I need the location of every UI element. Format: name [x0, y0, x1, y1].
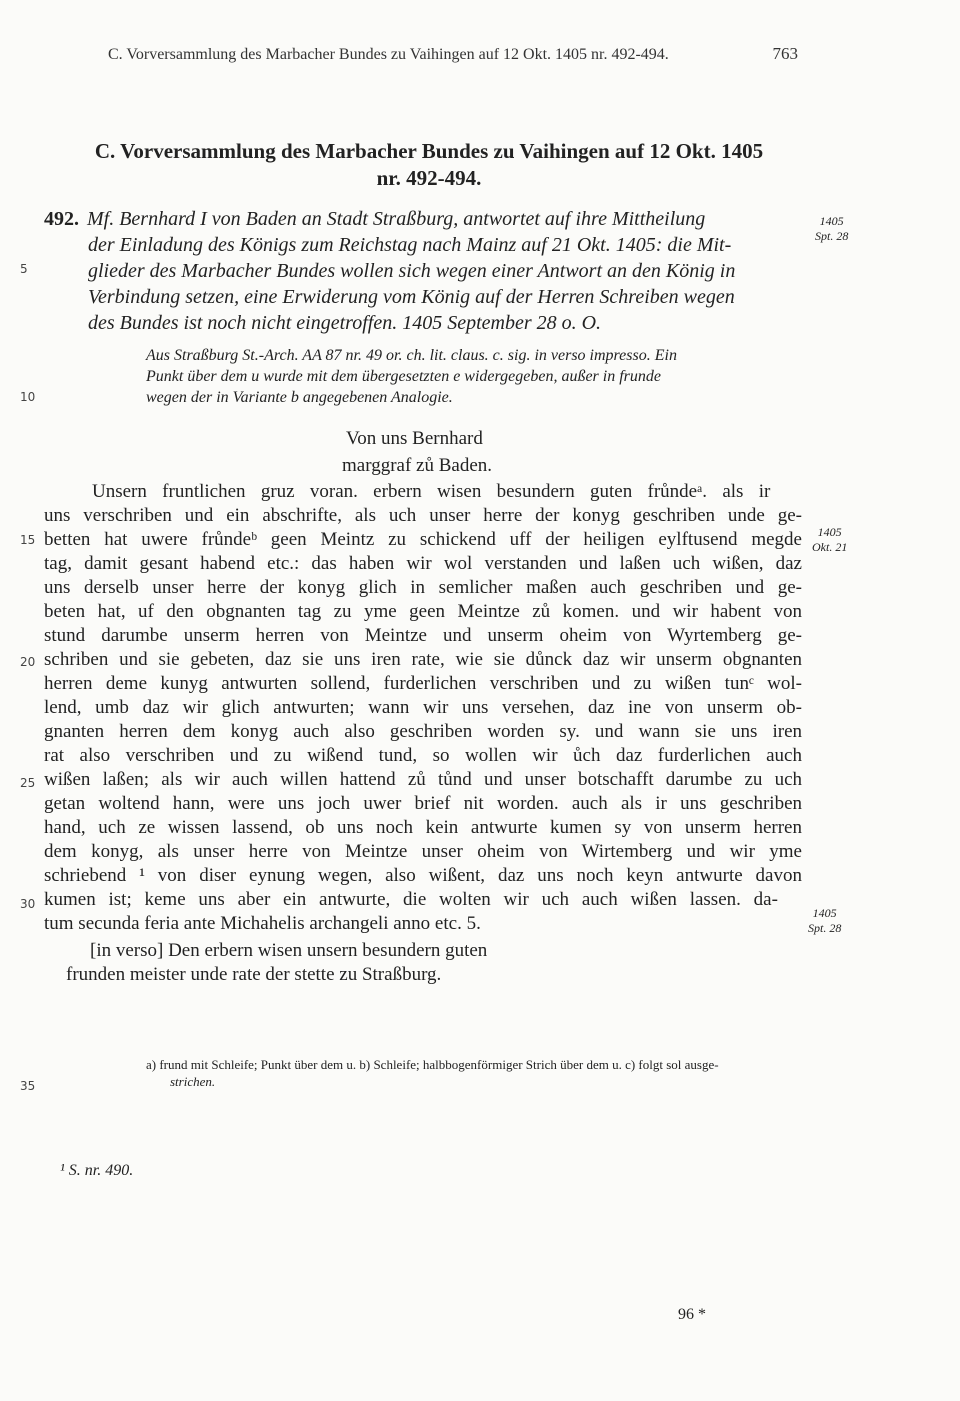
body-line: kumen ist; keme uns aber ein antwurte, die wolten wir uch auch wißen lassen. da-	[44, 889, 778, 910]
variant-line: a) frund mit Schleife; Punkt über dem u. b) Schleife; halbbogenförmiger Strich über dem u. c) folgt sol ausge-	[146, 1057, 719, 1072]
running-header	[108, 46, 798, 64]
address-line1: [in verso] Den erbern wisen unsern besundern guten	[90, 940, 488, 961]
line-number: 30	[20, 897, 36, 911]
variant-apparatus	[146, 1056, 816, 1090]
source-line: Punkt über dem u wurde mit dem übergesetzten e widergegeben, außer in frunde	[146, 368, 661, 385]
address-line2: frunden meister unde rate der stette zu Straßburg.	[66, 964, 442, 985]
regest	[44, 206, 814, 336]
source-line: Aus Straßburg St.-Arch. AA 87 nr. 49 or. ch. lit. claus. c. sig. in verso impresso. Ein	[146, 347, 677, 364]
line-number: 15	[20, 533, 36, 547]
regest-line: Verbindung setzen, eine Erwiderung vom König auf der Herren Schreiben wegen	[88, 286, 735, 308]
body-line: stund darumbe unserm herren von Meintze und unserm oheim von Wyrtemberg ge-	[44, 625, 802, 646]
line-number: 10	[20, 390, 36, 404]
source-note	[146, 345, 796, 408]
regest-line: des Bundes ist noch nicht eingetroffen. 1405 September 28 o. O.	[88, 312, 602, 334]
body-line: wißen laßen; als wir auch willen hattend zů tůnd und unser botschafft darumbe zu uch	[44, 769, 802, 790]
salutation-line2: marggraf zů Baden.	[342, 455, 493, 476]
margin-date: 1405 Okt. 21	[812, 525, 848, 554]
margin-date: 1405 Spt. 28	[808, 906, 842, 935]
document-number: 492.	[44, 208, 79, 230]
running-title: C. Vorversammlung des Marbacher Bundes zu Vaihingen auf 12 Okt. 1405 nr. 492-494.	[108, 46, 669, 63]
section-title	[44, 138, 814, 192]
line-number: 35	[20, 1079, 36, 1093]
line-number: 25	[20, 776, 36, 790]
regest-line: der Einladung des Königs zum Reichstag nach Mainz auf 21 Okt. 1405: die Mit-	[88, 234, 732, 256]
regest-line: 492. Mf. Bernhard I von Baden an Stadt Straßburg, antwortet auf ihre Mittheilung	[44, 208, 706, 230]
page-number: 763	[772, 44, 798, 63]
body-line: Unsern fruntlichen gruz voran. erbern wisen besundern guten frůndeᵃ. als ir	[92, 481, 771, 502]
margin-date: 1405 Spt. 28	[815, 214, 849, 243]
signature-mark: 96 *	[678, 1306, 706, 1323]
source-line: wegen der in Variante b angegebenen Analogie.	[146, 389, 453, 406]
body-line: tag, damit gesant habend etc.: das haben wir wol verstanden und laßen uch wißen, daz	[44, 553, 802, 574]
body-line: uns verschriben und ein abschrifte, als uch unser herre der konyg geschriben unde ge-	[44, 505, 802, 526]
body-line: getan woltend hann, were uns joch uwer brief nit worden. auch als ir uns geschriben	[44, 793, 802, 814]
body-line: betten hat uwere frůndeᵇ geen Meintz zu schickend uff der heiligen eylftusend megde	[44, 529, 802, 550]
regest-line: glieder des Marbacher Bundes wollen sich wegen einer Antwort an den König in	[88, 260, 736, 282]
body-line: schriebend ¹ von diser eynung wegen, also wißent, daz uns noch keyn antwurte davon	[44, 865, 802, 886]
body-line: lend, umb daz wir glich antwurten; wann wir uns versehen, daz ine von unserm ob-	[44, 697, 802, 718]
body-line: dem konyg, als unser herre von Meintze unser oheim von Wirtemberg und wir yme	[44, 841, 802, 862]
body-line: gnanten herren dem konyg auch also geschriben worden sy. und wann sie uns iren	[44, 721, 802, 742]
variant-line: strichen.	[170, 1074, 216, 1089]
footnote: ¹ S. nr. 490.	[60, 1162, 134, 1179]
body-line: tum secunda feria ante Michahelis archangeli anno etc. 5.	[44, 913, 481, 934]
line-number: 5	[20, 262, 28, 276]
body-line: beten hat, uf den obgnanten tag zu yme geen Meintze zů komen. und wir habent von	[44, 601, 802, 622]
body-line: schriben und sie gebeten, daz sie uns iren rate, wie sie důnck daz wir unserm obgnanten	[44, 649, 802, 670]
section-title-line2: nr. 492-494.	[376, 166, 482, 190]
body-line: uns derselb unser herre der konyg glich in semlicher maßen auch geschriben und ge-	[44, 577, 802, 598]
body-line: rat also verschriben und zu wißend tund, so wollen wir ůch daz furderlichen auch	[44, 745, 802, 766]
body-line: hand, uch ze wissen lassend, ob uns noch kein antwurte kumen sy von unserm herren	[44, 817, 802, 838]
line-number: 20	[20, 655, 36, 669]
section-title-line1: C. Vorversammlung des Marbacher Bundes zu Vaihingen auf 12 Okt. 1405	[94, 139, 764, 163]
body-line: herren deme kunyg antwurten sollend, furderlichen verschriben und zu wißen tunᶜ wol-	[44, 673, 802, 694]
salutation-line1: Von uns Bernhard	[346, 428, 483, 449]
